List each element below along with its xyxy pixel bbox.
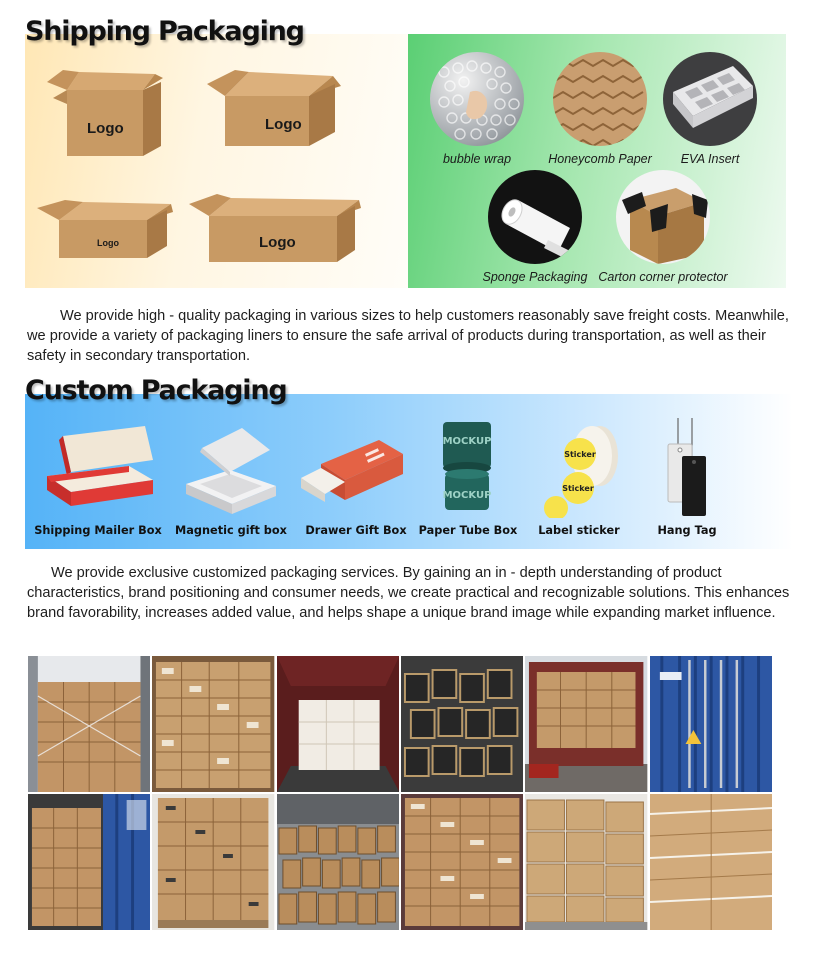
corner-protector-icon [616, 170, 710, 264]
photo-container-loading-2 [152, 656, 274, 792]
photo-container-loading-12 [650, 794, 772, 930]
eva-insert-icon [663, 52, 757, 146]
box-logo-text: Logo [265, 116, 302, 133]
custom-packaging-heading: Custom Packaging [25, 375, 287, 406]
photo-container-loading-6 [650, 656, 772, 792]
product-label: Label sticker [538, 524, 620, 537]
honeycomb-paper-icon [553, 52, 647, 146]
product-hang-tag [622, 394, 752, 549]
shipping-box-4 [187, 192, 363, 264]
shipping-description: We provide high - quality packaging in various sizes to help customers reasonably save freight costs. Meanwhile, we provide a variety of packaging liners to ensure the safe arrival of products during transportation, as well as their safety in secondary transportation. [27, 308, 789, 364]
box-logo-text: Logo [259, 234, 296, 251]
custom-description: We provide exclusive customized packaging services. By gaining an in - depth understanding of product characteristics, brand positioning and consumer needs, we create practical and recognizable solutions. This enhances brand favorability, increases added value, and helps shape a unique brand image while expanding market influence. [27, 565, 790, 621]
photo-container-loading-8 [152, 794, 274, 930]
drawer-gift-box-icon [291, 420, 421, 516]
container-loading-photos [28, 656, 772, 930]
product-label: Paper Tube Box [418, 524, 518, 537]
product-label: Hang Tag [657, 524, 717, 537]
product-label: Magnetic gift box [175, 524, 287, 537]
tube-print-text: MOCKUP [442, 436, 492, 447]
mailer-box-icon [33, 420, 163, 516]
shipping-box-1 [43, 68, 168, 160]
photo-container-loading-4 [401, 656, 523, 792]
product-magnetic-gift-box [166, 394, 296, 549]
sponge-roll-icon [488, 170, 582, 264]
sticker-print-text: Sticker [562, 484, 594, 493]
product-label: Shipping Mailer Box [34, 524, 162, 537]
tube-print-text: MOCKUP [442, 490, 492, 501]
liner-bubble-wrap [429, 52, 525, 166]
liner-corner-protector [598, 170, 728, 284]
liner-label: Sponge Packaging [482, 270, 588, 284]
packaging-liners-panel [408, 34, 786, 288]
liner-honeycomb-paper [548, 52, 652, 166]
liner-label: Carton corner protector [598, 270, 728, 284]
photo-container-loading-3 [277, 656, 399, 792]
bubble-wrap-icon [430, 52, 524, 146]
photo-container-loading-1 [28, 656, 150, 792]
photo-container-loading-10 [401, 794, 523, 930]
photo-container-loading-11 [525, 794, 647, 930]
shipping-box-3 [35, 198, 175, 260]
product-shipping-mailer-box [33, 394, 163, 549]
box-logo-text: Logo [87, 120, 124, 137]
shipping-box-2 [205, 66, 345, 152]
hang-tag-icon [622, 414, 752, 518]
liner-sponge-packaging [482, 170, 588, 284]
product-label: Drawer Gift Box [305, 524, 407, 537]
liner-label: Honeycomb Paper [548, 152, 652, 166]
custom-packaging-banner [25, 394, 793, 549]
photo-container-loading-9 [277, 794, 399, 930]
shipping-boxes-panel [25, 34, 408, 288]
photo-container-loading-5 [525, 656, 647, 792]
box-logo-text: Logo [97, 238, 119, 248]
magnetic-gift-box-icon [166, 420, 296, 516]
liner-eva-insert [662, 52, 758, 166]
sticker-print-text: Sticker [564, 450, 596, 459]
shipping-packaging-heading: Shipping Packaging [25, 16, 304, 47]
liner-label: bubble wrap [442, 152, 512, 166]
photo-container-loading-7 [28, 794, 150, 930]
liner-label: EVA Insert [680, 152, 740, 166]
